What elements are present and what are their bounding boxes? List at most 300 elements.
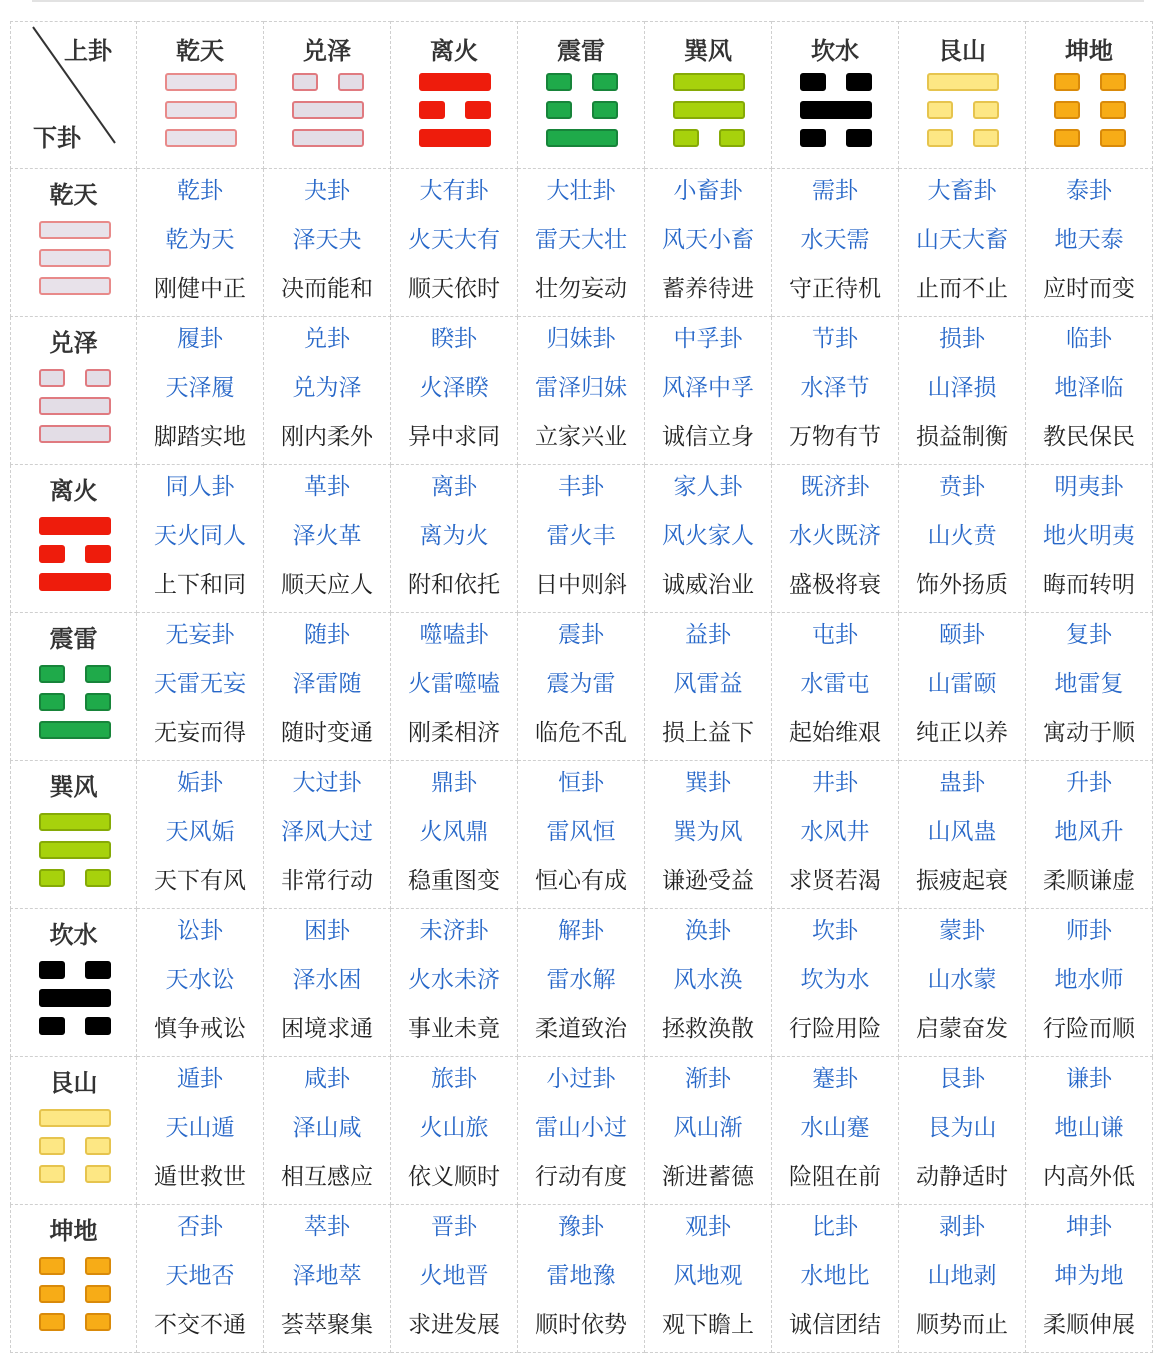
hexagram-name[interactable]: 明夷卦 [1054, 474, 1124, 500]
hexagram-meaning: 相互感应 [281, 1164, 373, 1190]
yang-line [39, 1109, 111, 1127]
yin-line-right [85, 869, 111, 887]
hexagram-full-name[interactable]: 雷火丰 [546, 523, 616, 549]
hexagram-meaning: 动静适时 [916, 1164, 1008, 1190]
hexagram-name[interactable]: 屯卦 [812, 622, 858, 648]
hexagram-full-name[interactable]: 火天大有 [408, 227, 500, 253]
row-header [10, 909, 137, 1057]
hexagram-meaning: 困境求通 [281, 1016, 373, 1042]
yin-line-right [85, 1165, 111, 1183]
hexagram-meaning: 损益制衡 [916, 424, 1008, 450]
hexagram-name[interactable]: 巽卦 [685, 770, 731, 796]
hexagram-full-name[interactable]: 天山遁 [165, 1115, 235, 1141]
hexagram-meaning: 守正待机 [789, 276, 881, 302]
hexagram-full-name[interactable]: 天泽履 [165, 375, 235, 401]
hexagram-cell [645, 169, 772, 317]
hexagram-name[interactable]: 大过卦 [292, 770, 362, 796]
trigram-name: 坤地 [1065, 37, 1113, 65]
hexagram-cell [899, 761, 1026, 909]
hexagram-name[interactable]: 夬卦 [304, 178, 350, 204]
hexagram-full-name[interactable]: 地雷复 [1054, 671, 1124, 697]
hexagram-meaning: 行险用险 [789, 1016, 881, 1042]
hexagram-cell [391, 1057, 518, 1205]
trigram-name: 巽风 [684, 37, 732, 65]
hexagram-meaning: 柔道致治 [535, 1016, 627, 1042]
hexagram-full-name[interactable]: 水天需 [800, 227, 870, 253]
hexagram-meaning: 事业未竟 [408, 1016, 500, 1042]
hexagram-cell [264, 465, 391, 613]
hexagram-cell [137, 169, 264, 317]
hexagram-cell [518, 1057, 645, 1205]
hexagram-name[interactable]: 咸卦 [304, 1066, 350, 1092]
yin-line-left [39, 1257, 65, 1275]
hexagram-name[interactable]: 艮卦 [939, 1066, 985, 1092]
hexagram-name[interactable]: 家人卦 [673, 474, 743, 500]
hexagram-full-name[interactable]: 兑为泽 [292, 375, 362, 401]
trigram-name: 乾天 [49, 181, 98, 209]
column-header [1026, 21, 1153, 169]
hexagram-full-name[interactable]: 雷水解 [546, 967, 616, 993]
yang-line [673, 73, 745, 91]
zhen-thunder-trigram-icon [546, 73, 618, 147]
hexagram-meaning: 启蒙奋发 [916, 1016, 1008, 1042]
hexagram-cell [645, 465, 772, 613]
hexagram-cell [391, 465, 518, 613]
hexagram-full-name[interactable]: 水雷屯 [800, 671, 870, 697]
yin-line-right [85, 1285, 111, 1303]
hexagram-meaning: 附和依托 [408, 572, 500, 598]
hexagram-table [10, 21, 1153, 1348]
yin-line-right [465, 101, 491, 119]
hexagram-full-name[interactable]: 坤为地 [1054, 1263, 1124, 1289]
hexagram-meaning: 无妄而得 [154, 720, 246, 746]
trigram-name: 离火 [49, 477, 98, 505]
hexagram-full-name[interactable]: 地天泰 [1054, 227, 1124, 253]
li-fire-trigram-icon [39, 517, 111, 591]
hexagram-cell [137, 761, 264, 909]
hexagram-name[interactable]: 节卦 [812, 326, 858, 352]
hexagram-name[interactable]: 无妄卦 [165, 622, 235, 648]
yin-line-right [1100, 73, 1126, 91]
hexagram-full-name[interactable]: 泽雷随 [292, 671, 362, 697]
hexagram-meaning: 险阻在前 [789, 1164, 881, 1190]
hexagram-cell [518, 465, 645, 613]
hexagram-meaning: 恒心有成 [535, 868, 627, 894]
top-divider [32, 0, 1144, 2]
hexagram-meaning: 应时而变 [1043, 276, 1135, 302]
hexagram-cell [1026, 761, 1153, 909]
hexagram-name[interactable]: 泰卦 [1066, 178, 1112, 204]
kun-earth-trigram-icon [1054, 73, 1126, 147]
hexagram-name[interactable]: 需卦 [812, 178, 858, 204]
hexagram-cell [899, 465, 1026, 613]
hexagram-full-name[interactable]: 地山谦 [1054, 1115, 1124, 1141]
hexagram-name[interactable]: 损卦 [939, 326, 985, 352]
hexagram-name[interactable]: 晋卦 [431, 1214, 477, 1240]
yin-line-right [592, 101, 618, 119]
xun-wind-trigram-icon [39, 813, 111, 887]
hexagram-meaning: 振疲起衰 [916, 868, 1008, 894]
hexagram-full-name[interactable]: 泽天夬 [292, 227, 362, 253]
yin-line-right [973, 129, 999, 147]
hexagram-full-name[interactable]: 山水蒙 [927, 967, 997, 993]
hexagram-name[interactable]: 随卦 [304, 622, 350, 648]
yin-line-right [846, 129, 872, 147]
hexagram-full-name[interactable]: 巽为风 [673, 819, 743, 845]
yin-line-right [719, 129, 745, 147]
yin-line-left [1054, 101, 1080, 119]
column-header [899, 21, 1026, 169]
trigram-name: 艮山 [49, 1069, 98, 1097]
hexagram-meaning: 损上益下 [662, 720, 754, 746]
hexagram-cell [645, 613, 772, 761]
hexagram-cell [518, 317, 645, 465]
yang-line [39, 989, 111, 1007]
trigram-name: 震雷 [557, 37, 605, 65]
hexagram-name[interactable]: 震卦 [558, 622, 604, 648]
hexagram-full-name[interactable]: 风雷益 [673, 671, 743, 697]
yin-line-right [85, 665, 111, 683]
trigram-name: 兑泽 [303, 37, 351, 65]
hexagram-name[interactable]: 坤卦 [1066, 1214, 1112, 1240]
yin-line-left [39, 1137, 65, 1155]
hexagram-name[interactable]: 升卦 [1066, 770, 1112, 796]
hexagram-name[interactable]: 颐卦 [939, 622, 985, 648]
hexagram-full-name[interactable]: 天水讼 [165, 967, 235, 993]
hexagram-full-name[interactable]: 山天大畜 [916, 227, 1008, 253]
hexagram-name[interactable]: 乾卦 [177, 178, 223, 204]
hexagram-full-name[interactable]: 风天小畜 [662, 227, 754, 253]
row-header [10, 761, 137, 909]
hexagram-name[interactable]: 解卦 [558, 918, 604, 944]
hexagram-meaning: 起始维艰 [789, 720, 881, 746]
hexagram-meaning: 顺时依势 [535, 1312, 627, 1338]
hexagram-name[interactable]: 贲卦 [939, 474, 985, 500]
hexagram-cell [772, 465, 899, 613]
hexagram-full-name[interactable]: 火雷噬嗑 [408, 671, 500, 697]
trigram-name: 坎水 [811, 37, 859, 65]
hexagram-meaning: 寓动于顺 [1043, 720, 1135, 746]
column-header [264, 21, 391, 169]
column-header [137, 21, 264, 169]
hexagram-meaning: 行动有度 [535, 1164, 627, 1190]
hexagram-meaning: 顺天应人 [281, 572, 373, 598]
hexagram-full-name[interactable]: 地水师 [1054, 967, 1124, 993]
hexagram-cell [391, 1205, 518, 1353]
hexagram-full-name[interactable]: 艮为山 [927, 1115, 997, 1141]
hexagram-meaning: 不交不通 [154, 1312, 246, 1338]
hexagram-name[interactable]: 姤卦 [177, 770, 223, 796]
hexagram-full-name[interactable]: 泽地萃 [292, 1263, 362, 1289]
hexagram-cell [518, 1205, 645, 1353]
hexagram-full-name[interactable]: 地泽临 [1054, 375, 1124, 401]
hexagram-name[interactable]: 涣卦 [685, 918, 731, 944]
hexagram-meaning: 行险而顺 [1043, 1016, 1135, 1042]
hexagram-meaning: 临危不乱 [535, 720, 627, 746]
hexagram-cell [899, 1205, 1026, 1353]
hexagram-name[interactable]: 旅卦 [431, 1066, 477, 1092]
hexagram-full-name[interactable]: 天雷无妄 [154, 671, 246, 697]
hexagram-full-name[interactable]: 风山渐 [673, 1115, 743, 1141]
hexagram-name[interactable]: 困卦 [304, 918, 350, 944]
hexagram-name[interactable]: 蹇卦 [812, 1066, 858, 1092]
hexagram-cell [391, 169, 518, 317]
hexagram-cell [264, 1205, 391, 1353]
yin-line-left [1054, 73, 1080, 91]
hexagram-name[interactable]: 豫卦 [558, 1214, 604, 1240]
yang-line [39, 425, 111, 443]
hexagram-meaning: 依义顺时 [408, 1164, 500, 1190]
hexagram-name[interactable]: 大有卦 [419, 178, 489, 204]
hexagram-cell [899, 613, 1026, 761]
hexagram-name[interactable]: 小过卦 [546, 1066, 616, 1092]
hexagram-name[interactable]: 未济卦 [419, 918, 489, 944]
yin-line-left [927, 129, 953, 147]
yin-line-right [846, 73, 872, 91]
hexagram-cell [899, 317, 1026, 465]
hexagram-name[interactable]: 既济卦 [800, 474, 870, 500]
trigram-name: 兑泽 [49, 329, 98, 357]
hexagram-full-name[interactable]: 火地晋 [419, 1263, 489, 1289]
hexagram-name[interactable]: 中孚卦 [673, 326, 743, 352]
hexagram-cell [772, 1205, 899, 1353]
hexagram-cell [772, 613, 899, 761]
yang-line [39, 277, 111, 295]
hexagram-meaning: 观下瞻上 [662, 1312, 754, 1338]
hexagram-full-name[interactable]: 雷天大壮 [535, 227, 627, 253]
hexagram-meaning: 纯正以养 [916, 720, 1008, 746]
hexagram-name[interactable]: 归妹卦 [546, 326, 616, 352]
hexagram-meaning: 刚健中正 [154, 276, 246, 302]
hexagram-cell [518, 761, 645, 909]
hexagram-full-name[interactable]: 坎为水 [800, 967, 870, 993]
hexagram-full-name[interactable]: 泽火革 [292, 523, 362, 549]
hexagram-cell [137, 1205, 264, 1353]
hexagram-cell [137, 909, 264, 1057]
hexagram-name[interactable]: 兑卦 [304, 326, 350, 352]
hexagram-meaning: 日中则斜 [535, 572, 627, 598]
hexagram-full-name[interactable]: 水泽节 [800, 375, 870, 401]
corner-header [10, 21, 137, 169]
hexagram-cell [391, 909, 518, 1057]
hexagram-full-name[interactable]: 天火同人 [154, 523, 246, 549]
yang-line [165, 129, 237, 147]
hexagram-meaning: 顺势而止 [916, 1312, 1008, 1338]
hexagram-meaning: 稳重图变 [408, 868, 500, 894]
yang-line [419, 73, 491, 91]
hexagram-meaning: 刚内柔外 [281, 424, 373, 450]
hexagram-cell [645, 1205, 772, 1353]
hexagram-full-name[interactable]: 风火家人 [662, 523, 754, 549]
hexagram-full-name[interactable]: 水风井 [800, 819, 870, 845]
trigram-name: 坤地 [49, 1217, 98, 1245]
column-header [645, 21, 772, 169]
hexagram-name[interactable]: 大壮卦 [546, 178, 616, 204]
dui-lake-trigram-icon [292, 73, 364, 147]
hexagram-full-name[interactable]: 火风鼎 [419, 819, 489, 845]
hexagram-full-name[interactable]: 天风姤 [165, 819, 235, 845]
hexagram-cell [1026, 1057, 1153, 1205]
hexagram-cell [264, 909, 391, 1057]
hexagram-meaning: 盛极将衰 [789, 572, 881, 598]
hexagram-name[interactable]: 谦卦 [1066, 1066, 1112, 1092]
qian-heaven-trigram-icon [165, 73, 237, 147]
hexagram-full-name[interactable]: 水山蹇 [800, 1115, 870, 1141]
hexagram-meaning: 遁世救世 [154, 1164, 246, 1190]
hexagram-name[interactable]: 井卦 [812, 770, 858, 796]
gen-mountain-trigram-icon [39, 1109, 111, 1183]
yin-line-left [39, 1285, 65, 1303]
hexagram-cell [264, 169, 391, 317]
hexagram-name[interactable]: 革卦 [304, 474, 350, 500]
hexagram-full-name[interactable]: 山泽损 [927, 375, 997, 401]
hexagram-full-name[interactable]: 雷地豫 [546, 1263, 616, 1289]
hexagram-name[interactable]: 大畜卦 [927, 178, 997, 204]
hexagram-name[interactable]: 比卦 [812, 1214, 858, 1240]
hexagram-meaning: 壮勿妄动 [535, 276, 627, 302]
hexagram-name[interactable]: 坎卦 [812, 918, 858, 944]
hexagram-name[interactable]: 噬嗑卦 [419, 622, 489, 648]
hexagram-name[interactable]: 鼎卦 [431, 770, 477, 796]
hexagram-meaning: 拯救涣散 [662, 1016, 754, 1042]
hexagram-full-name[interactable]: 乾为天 [165, 227, 235, 253]
kun-earth-trigram-icon [39, 1257, 111, 1331]
hexagram-name[interactable]: 丰卦 [558, 474, 604, 500]
yin-line-left [39, 961, 65, 979]
hexagram-full-name[interactable]: 地风升 [1054, 819, 1124, 845]
hexagram-cell [518, 909, 645, 1057]
hexagram-cell [772, 909, 899, 1057]
hexagram-full-name[interactable]: 山雷颐 [927, 671, 997, 697]
qian-heaven-trigram-icon [39, 221, 111, 295]
hexagram-full-name[interactable]: 离为火 [419, 523, 489, 549]
yang-line [39, 221, 111, 239]
trigram-name: 巽风 [49, 773, 98, 801]
hexagram-meaning: 脚踏实地 [154, 424, 246, 450]
yin-line-right [85, 693, 111, 711]
hexagram-name[interactable]: 履卦 [177, 326, 223, 352]
yang-line [39, 841, 111, 859]
hexagram-cell [518, 169, 645, 317]
hexagram-name[interactable]: 蛊卦 [939, 770, 985, 796]
hexagram-cell [1026, 465, 1153, 613]
hexagram-meaning: 天下有风 [154, 868, 246, 894]
upper-trigram-label: 上卦 [64, 37, 112, 65]
hexagram-name[interactable]: 萃卦 [304, 1214, 350, 1240]
hexagram-full-name[interactable]: 泽水困 [292, 967, 362, 993]
hexagram-name[interactable]: 渐卦 [685, 1066, 731, 1092]
zhen-thunder-trigram-icon [39, 665, 111, 739]
trigram-name: 震雷 [49, 625, 98, 653]
hexagram-full-name[interactable]: 地火明夷 [1043, 523, 1135, 549]
hexagram-full-name[interactable]: 天地否 [165, 1263, 235, 1289]
hexagram-cell [264, 317, 391, 465]
hexagram-meaning: 柔顺谦虚 [1043, 868, 1135, 894]
hexagram-cell [1026, 1205, 1153, 1353]
lower-trigram-label: 下卦 [33, 124, 81, 152]
yang-line [39, 573, 111, 591]
hexagram-full-name[interactable]: 山火贲 [927, 523, 997, 549]
yang-line [800, 101, 872, 119]
hexagram-full-name[interactable]: 风水涣 [673, 967, 743, 993]
hexagram-name[interactable]: 同人卦 [165, 474, 235, 500]
hexagram-full-name[interactable]: 震为雷 [546, 671, 616, 697]
hexagram-full-name[interactable]: 水地比 [800, 1263, 870, 1289]
hexagram-name[interactable]: 讼卦 [177, 918, 223, 944]
hexagram-full-name[interactable]: 雷山小过 [535, 1115, 627, 1141]
hexagram-name[interactable]: 离卦 [431, 474, 477, 500]
hexagram-name[interactable]: 恒卦 [558, 770, 604, 796]
yang-line [546, 129, 618, 147]
hexagram-meaning: 求贤若渴 [789, 868, 881, 894]
hexagram-meaning: 非常行动 [281, 868, 373, 894]
hexagram-full-name[interactable]: 风地观 [673, 1263, 743, 1289]
hexagram-full-name[interactable]: 山风蛊 [927, 819, 997, 845]
hexagram-cell [772, 761, 899, 909]
hexagram-full-name[interactable]: 泽山咸 [292, 1115, 362, 1141]
hexagram-name[interactable]: 益卦 [685, 622, 731, 648]
yin-line-left [927, 101, 953, 119]
yin-line-left [39, 369, 65, 387]
hexagram-cell [645, 909, 772, 1057]
hexagram-full-name[interactable]: 山地剥 [927, 1263, 997, 1289]
hexagram-cell [772, 1057, 899, 1205]
hexagram-cell [391, 761, 518, 909]
hexagram-meaning: 上下和同 [154, 572, 246, 598]
hexagram-name[interactable]: 否卦 [177, 1214, 223, 1240]
hexagram-name[interactable]: 蒙卦 [939, 918, 985, 944]
hexagram-name[interactable]: 复卦 [1066, 622, 1112, 648]
hexagram-full-name[interactable]: 雷风恒 [546, 819, 616, 845]
yin-line-left [546, 101, 572, 119]
hexagram-cell [391, 613, 518, 761]
hexagram-meaning: 异中求同 [408, 424, 500, 450]
row-header [10, 1057, 137, 1205]
hexagram-name[interactable]: 睽卦 [431, 326, 477, 352]
gen-mountain-trigram-icon [927, 73, 999, 147]
yin-line-right [85, 545, 111, 563]
hexagram-full-name[interactable]: 水火既济 [789, 523, 881, 549]
row-header [10, 1205, 137, 1353]
yin-line-left [39, 1017, 65, 1035]
hexagram-full-name[interactable]: 雷泽归妹 [535, 375, 627, 401]
hexagram-full-name[interactable]: 火泽睽 [419, 375, 489, 401]
hexagram-name[interactable]: 观卦 [685, 1214, 731, 1240]
hexagram-full-name[interactable]: 火山旅 [419, 1115, 489, 1141]
trigram-name: 坎水 [49, 921, 98, 949]
yin-line-right [85, 1313, 111, 1331]
hexagram-meaning: 决而能和 [281, 276, 373, 302]
hexagram-full-name[interactable]: 泽风大过 [281, 819, 373, 845]
hexagram-name[interactable]: 小畜卦 [673, 178, 743, 204]
yin-line-right [592, 73, 618, 91]
hexagram-cell [899, 1057, 1026, 1205]
kan-water-trigram-icon [800, 73, 872, 147]
hexagram-meaning: 随时变通 [281, 720, 373, 746]
column-header [391, 21, 518, 169]
hexagram-meaning: 刚柔相济 [408, 720, 500, 746]
hexagram-name[interactable]: 师卦 [1066, 918, 1112, 944]
hexagram-name[interactable]: 剥卦 [939, 1214, 985, 1240]
yin-line-right [85, 961, 111, 979]
hexagram-full-name[interactable]: 火水未济 [408, 967, 500, 993]
hexagram-cell [391, 317, 518, 465]
hexagram-name[interactable]: 临卦 [1066, 326, 1112, 352]
hexagram-cell [1026, 317, 1153, 465]
hexagram-full-name[interactable]: 风泽中孚 [662, 375, 754, 401]
hexagram-name[interactable]: 遁卦 [177, 1066, 223, 1092]
yin-line-right [85, 1257, 111, 1275]
